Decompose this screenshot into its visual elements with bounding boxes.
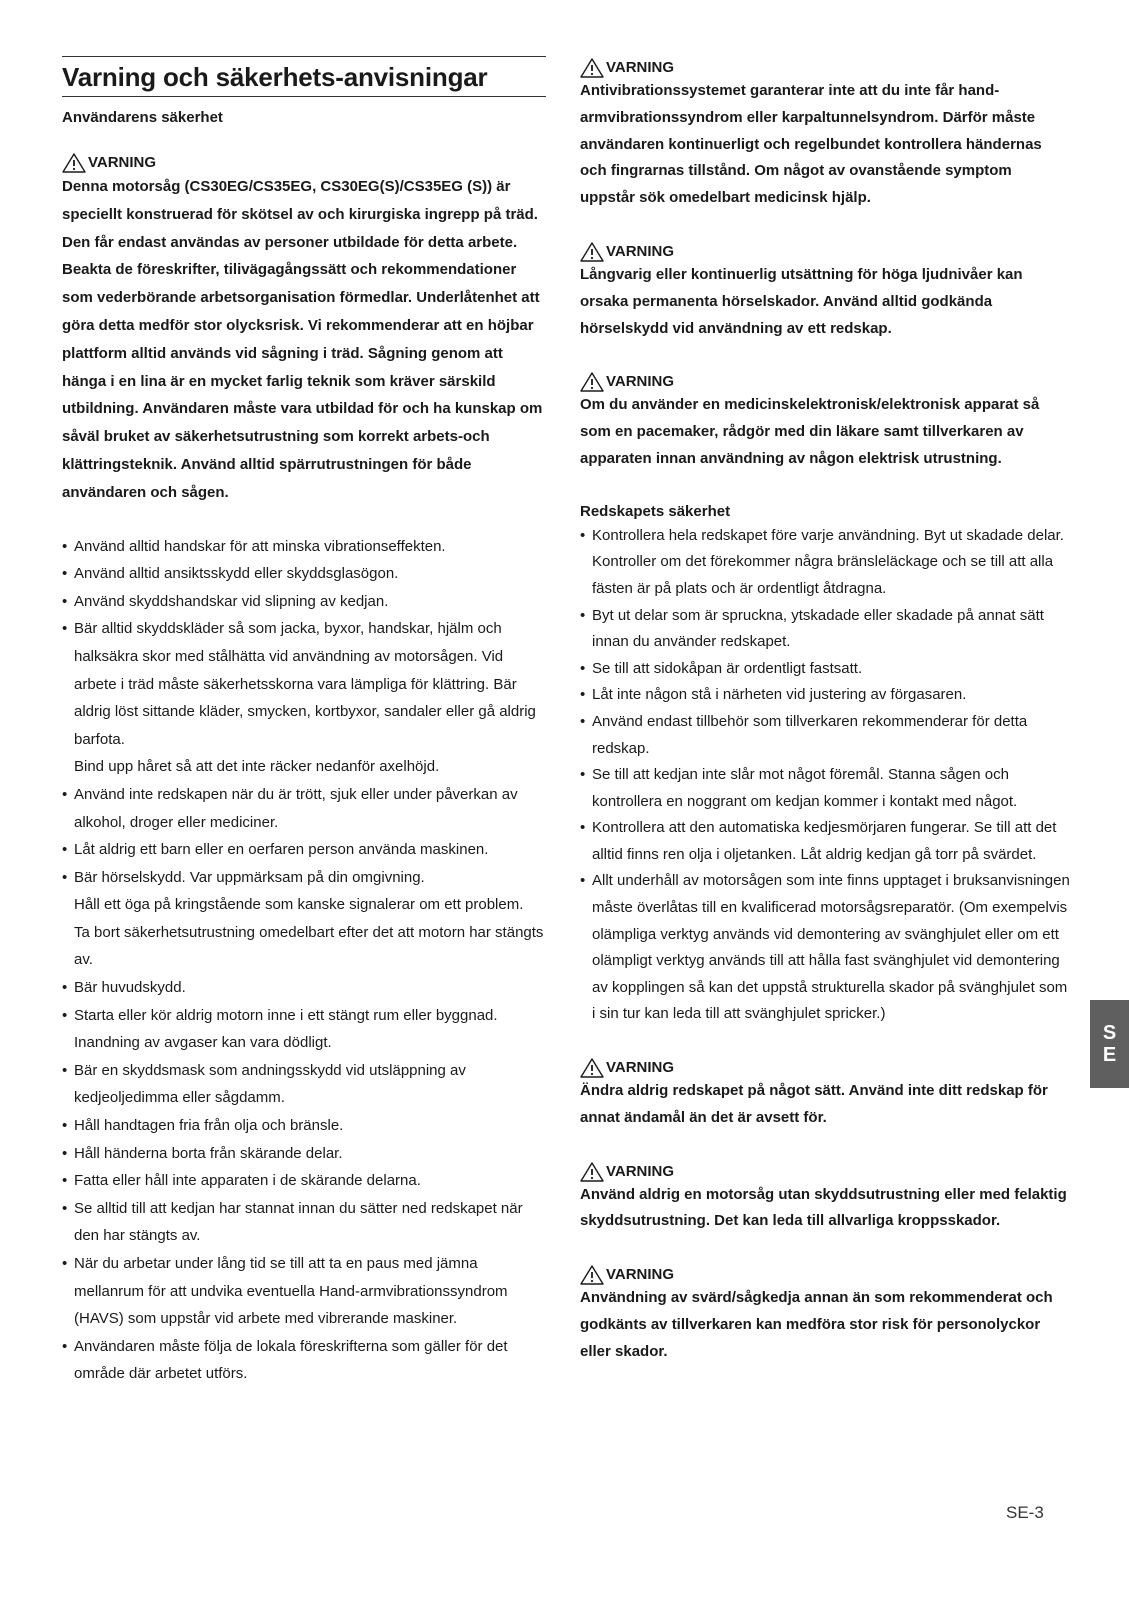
list-item: • Fatta eller håll inte apparaten i de skärande delarna.: [62, 1167, 546, 1195]
title-block: [62, 56, 546, 97]
list-item: • Låt inte någon stå i närheten vid justering av förgasaren.: [580, 682, 1070, 709]
warning-text: Om du använder en medicinskelektronisk/elektronisk apparat så som en pacemaker, rådgör med din läkare samt tillverkaren av apparaten innan användning av någon elektrisk utrustning.: [580, 396, 1040, 467]
list-item: • Bär hörselskydd. Var uppmärksam på din omgivning. Håll ett öga på kringstående som kanske signalerar om ett problem. Ta bort säkerhetsutrustning omedelbart efter det att motorn har stängts av.: [62, 864, 546, 974]
warning-triangle-icon: [580, 372, 604, 392]
language-tab: [1090, 1000, 1129, 1088]
list-item: • Kontrollera att den automatiska kedjesmörjaren fungerar. Se till att det alltid finns ren olja i oljetanken. Låt aldrig kedjan gå torr på svärdet.: [580, 815, 1070, 868]
list-item: • Se till att sidokåpan är ordentligt fastsatt.: [580, 656, 1070, 683]
list-item: • Bär alltid skyddskläder så som jacka, byxor, handskar, hjälm och halksäkra skor med stålhätta vid användning av motorsågen. Vid arbete i träd måste säkerhetsskorna vara lämpliga för klättring. Bär aldrig löst sittande kläder, smycken, kortbyxor, sandaler eller gå aldrig barfota. Bind upp håret så att det inte räcker nedanför axelhöjd.: [62, 615, 546, 781]
warning-label: VARNING: [606, 59, 675, 76]
tool-safety-heading: Redskapets säkerhet: [580, 502, 731, 520]
list-item: • Låt aldrig ett barn eller en oerfaren person använda maskinen.: [62, 836, 546, 864]
right-column: [580, 58, 1070, 1366]
list-item: • Använd endast tillbehör som tillverkaren rekommenderar för detta redskap.: [580, 709, 1070, 762]
list-item: • Kontrollera hela redskapet före varje användning. Byt ut skadade delar. Kontroller om det förekommer några bränsleläckage och se till att alla fästen är på plats och är ordentligt åtdragna.: [580, 523, 1070, 603]
list-item: • Håll händerna borta från skärande delar.: [62, 1140, 546, 1168]
left-column: [62, 56, 546, 1388]
list-item: • Användaren måste följa de lokala föreskrifterna som gäller för det område där arbetet utförs.: [62, 1333, 546, 1388]
list-item-extra: Håll ett öga på kringstående som kanske signalerar om ett problem.: [74, 896, 524, 914]
tool-safety-list: [580, 523, 1070, 1028]
list-item: • När du arbetar under lång tid se till att ta en paus med jämna mellanrum för att undvika eventuella Hand-armvibrationssyndrom (HAVS) som uppstår vid arbete med vibrerande maskiner.: [62, 1250, 546, 1333]
warning-triangle-icon: [580, 1265, 604, 1285]
list-item: • Se alltid till att kedjan har stannat innan du sätter ned redskapet när den har stängts av.: [62, 1195, 546, 1250]
warning-label: VARNING: [606, 1266, 675, 1284]
list-item: • Använd alltid ansiktsskydd eller skyddsglasögon.: [62, 560, 546, 588]
warning-heading: [580, 242, 1070, 262]
warning-text: Använd aldrig en motorsåg utan skyddsutrustning eller med felaktig skyddsutrustning. Det kan leda till allvarliga kroppsskador.: [580, 1185, 1067, 1230]
warning-text: Långvarig eller kontinuerlig utsättning för höga ljudnivåer kan orsaka permanenta hörselskador. Använd alltid godkända hörselskydd vid användning av ett redskap.: [580, 265, 1023, 337]
warning-text: Denna motorsåg (CS30EG/CS35EG, CS30EG(S)/CS35EG (S)) är speciellt konstruerad för skötsel av och kirurgiska ingrepp på träd. Den får endast användas av personer utbildade för detta arbete. Beakta de föreskrifter, tilivägagångssätt och rekommendationer som vederbörande arbetsorganisation förmedlar. Underlåtenhet att göra detta medför stor olycksrisk. Vi rekommenderar att en höjbar plattform alltid används vid sågning i träd. Sågning genom att hänga i en lina är en mycket farlig teknik som kräver särskild utbildning. Användaren måste vara utbildad för och ha kunskap om såväl bruket av säkerhetsutrustning som korrekt arbets-och klättringsteknik. Använd alltid spärrutrustningen för både användaren och sågen.: [62, 178, 543, 501]
warning-text: Ändra aldrig redskapet på något sätt. Använd inte ditt redskap för annat ändamål än det är avsett för.: [580, 1082, 1048, 1126]
warning-text: Antivibrationssystemet garanterar inte att du inte får hand-armvibrationssyndrom eller karpaltunnelsyndrom. Därför måste användaren kontinuerligt och regelbundet kontrollera händernas och fingrarnas tillstånd. Om något av ovanstående symptom uppstår sök omedelbart medicinsk hjälp.: [580, 82, 1042, 207]
warning-triangle-icon: [580, 1162, 604, 1182]
warning-heading: [580, 372, 1070, 392]
user-safety-list: [62, 533, 546, 1388]
warning-label: VARNING: [606, 1162, 675, 1180]
warning-heading: [580, 58, 1070, 78]
warning-label: VARNING: [88, 154, 157, 171]
list-item: • Använd skyddshandskar vid slipning av kedjan.: [62, 588, 546, 616]
list-item: • Bär huvudskydd.: [62, 974, 546, 1002]
warning-heading: [580, 1265, 1070, 1285]
warning-label: VARNING: [606, 1059, 675, 1077]
warning-triangle-icon: [580, 58, 604, 78]
warning-triangle-icon: [62, 153, 86, 173]
list-item: • Starta eller kör aldrig motorn inne i ett stängt rum eller byggnad. Inandning av avgaser kan vara dödligt.: [62, 1002, 546, 1057]
page-number: SE-3: [1006, 1503, 1044, 1522]
list-item: • Byt ut delar som är spruckna, ytskadade eller skadade på annat sätt innan du använder redskapet.: [580, 603, 1070, 656]
user-safety-heading: Användarens säkerhet: [62, 109, 223, 126]
warning-triangle-icon: [580, 1058, 604, 1078]
warning-label: VARNING: [606, 242, 675, 260]
list-item: • Använd alltid handskar för att minska vibrationseffekten.: [62, 533, 546, 561]
language-tab-letter: S: [1102, 1022, 1117, 1044]
warning-heading: [62, 153, 546, 173]
page-title: Varning och säkerhets-anvisningar: [62, 62, 488, 92]
list-item-extra: Ta bort säkerhetsutrustning omedelbart efter det att motorn har stängts av.: [74, 923, 544, 969]
list-item-extra: Bind upp håret så att det inte räcker nedanför axelhöjd.: [74, 758, 440, 776]
warning-heading: [580, 1058, 1070, 1078]
list-item: • Se till att kedjan inte slår mot något föremål. Stanna sågen och kontrollera en noggrant om kedjan kommer i kontakt med något.: [580, 762, 1070, 815]
list-item: • Använd inte redskapen när du är trött, sjuk eller under påverkan av alkohol, droger eller mediciner.: [62, 781, 546, 836]
list-item: • Bär en skyddsmask som andningsskydd vid utsläppning av kedjeoljedimma eller sågdamm.: [62, 1057, 546, 1112]
list-item: • Håll handtagen fria från olja och bränsle.: [62, 1112, 546, 1140]
warning-heading: [580, 1162, 1070, 1182]
language-tab-letter: E: [1102, 1044, 1117, 1066]
warning-label: VARNING: [606, 373, 675, 391]
list-item: • Allt underhåll av motorsågen som inte finns upptaget i bruksanvisningen måste överlåtas till en kvalificerad motorsågsreparatör. (Om exempelvis olämpliga verktyg används vid demontering av svänghjulet eller om ett olämpligt verktyg används till att hålla fast svänghjulet vid demontering av kopplingen så kan det uppstå strukturella skador på svänghjulet som i sin tur kan leda till att svänghjulet spricker.): [580, 868, 1070, 1028]
warning-triangle-icon: [580, 242, 604, 262]
warning-text: Användning av svärd/sågkedja annan än som rekommenderat och godkänts av tillverkaren kan medföra stor risk för personolyckor eller skador.: [580, 1289, 1053, 1360]
